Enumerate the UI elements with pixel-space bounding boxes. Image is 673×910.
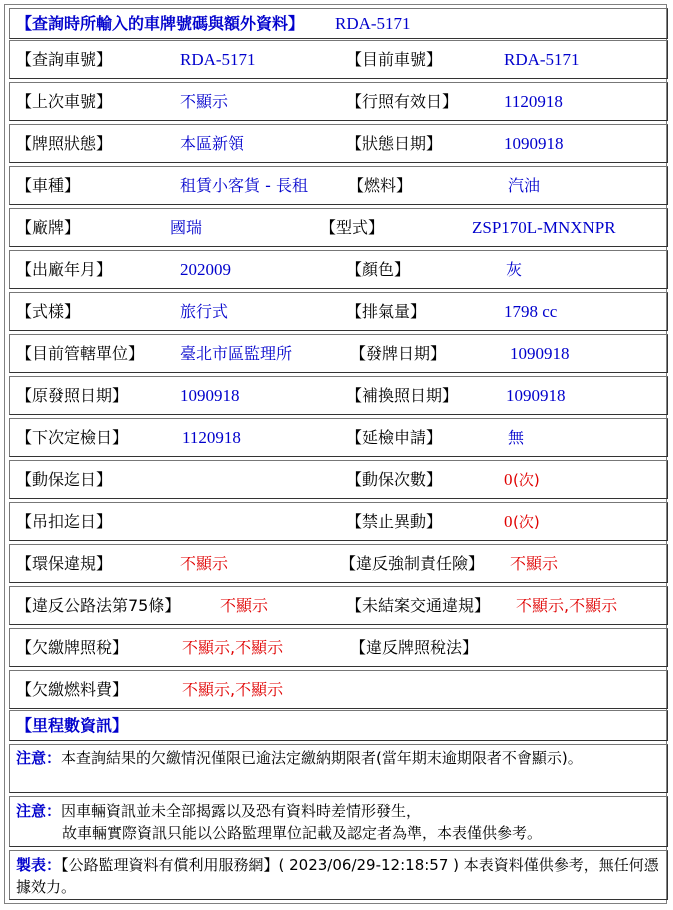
field-label: 【動保迄日】 — [16, 470, 113, 489]
header-plate: RDA-5171 — [335, 14, 411, 33]
field-label: 【未結案交通違規】 — [346, 596, 491, 615]
field-label: 【違反公路法第75條】 — [16, 596, 181, 615]
field-label: 【環保違規】 — [16, 554, 113, 573]
field-label: 【動保次數】 — [346, 470, 443, 489]
field-label: 【下次定檢日】 — [16, 428, 129, 447]
record-row — [9, 544, 668, 583]
field-value: 1090918 — [180, 386, 240, 405]
report-frame — [4, 4, 667, 904]
field-value: 1798 cc — [504, 302, 558, 321]
mileage-title: 【里程數資訊】 — [16, 716, 129, 735]
note-1-label: 注意： — [16, 749, 62, 767]
record-row — [9, 586, 668, 625]
field-value: 不顯示 — [180, 92, 229, 111]
field-value: RDA-5171 — [504, 50, 580, 69]
field-value: 不顯示,不顯示 — [182, 680, 284, 699]
header-title: 【查詢時所輸入的車牌號碼與額外資料】 — [16, 14, 305, 33]
field-label: 【補換照日期】 — [346, 386, 459, 405]
field-label: 【式樣】 — [16, 302, 81, 321]
field-unit: (次) — [513, 471, 540, 489]
field-label: 【目前車號】 — [346, 50, 443, 69]
note-3-body: 【公路監理資料有償利用服務網】( 2023/06/29-12:18:57 ) 本表資料僅供參考，無任何憑據效力。 — [16, 856, 659, 896]
field-value: 1120918 — [182, 428, 241, 447]
field-label: 【延檢申請】 — [346, 428, 443, 447]
field-value: 不顯示,不顯示 — [182, 638, 284, 657]
field-label: 【型式】 — [320, 218, 385, 237]
field-label: 【吊扣迄日】 — [16, 512, 113, 531]
field-label: 【出廠年月】 — [16, 260, 113, 279]
field-value: 汽油 — [508, 176, 541, 195]
record-row — [9, 418, 668, 457]
record-row — [9, 208, 668, 247]
record-row — [9, 376, 668, 415]
field-value: 國瑞 — [170, 218, 203, 237]
mileage-row — [9, 710, 668, 741]
note-2-label: 注意： — [16, 802, 62, 820]
field-label: 【上次車號】 — [16, 92, 113, 111]
record-row — [9, 292, 668, 331]
field-value: 不顯示 — [180, 554, 229, 573]
field-value: 臺北市區監理所 — [180, 344, 293, 363]
note-3 — [9, 850, 668, 900]
field-value: 不顯示 — [220, 596, 269, 615]
note-3-text — [16, 854, 661, 898]
record-row — [9, 334, 668, 373]
field-label: 【目前管轄單位】 — [16, 344, 145, 363]
record-row — [9, 670, 668, 709]
field-label: 【禁止異動】 — [346, 512, 443, 531]
field-value: ZSP170L-MNXNPR — [472, 218, 616, 237]
note-2-text — [16, 800, 661, 844]
record-row — [9, 460, 668, 499]
record-row — [9, 40, 668, 79]
field-value: 1120918 — [504, 92, 563, 111]
note-1-text — [16, 747, 661, 769]
note-2-line2: 故車輛實際資訊只能以公路監理單位記載及認定者為準，本表僅供參考。 — [62, 824, 543, 842]
field-label: 【顏色】 — [346, 260, 411, 279]
record-row — [9, 628, 668, 667]
field-label: 【違反強制責任險】 — [340, 554, 485, 573]
note-2 — [9, 796, 668, 847]
field-label: 【行照有效日】 — [346, 92, 459, 111]
field-value: 本區新領 — [180, 134, 245, 153]
field-value: 1090918 — [510, 344, 570, 363]
field-label: 【違反牌照稅法】 — [350, 638, 479, 657]
field-label: 【廠牌】 — [16, 218, 81, 237]
note-3-label: 製表： — [16, 856, 62, 874]
field-label: 【車種】 — [16, 176, 81, 195]
field-unit: (次) — [513, 513, 540, 531]
field-value: 1090918 — [504, 134, 564, 153]
field-label: 【牌照狀態】 — [16, 134, 113, 153]
field-value: 0 — [504, 470, 513, 489]
field-value: 不顯示 — [510, 554, 559, 573]
header-row — [9, 8, 668, 39]
field-value: 1090918 — [506, 386, 566, 405]
note-2-line1: 因車輛資訊並未全部揭露以及恐有資料時差情形發生， — [61, 802, 422, 820]
note-1-body: 本查詢結果的欠繳情況僅限已逾法定繳納期限者(當年期末逾期限者不會顯示)。 — [61, 749, 583, 767]
record-row — [9, 124, 668, 163]
note-1 — [9, 744, 668, 793]
field-label: 【發牌日期】 — [350, 344, 447, 363]
field-value: 灰 — [506, 260, 523, 279]
field-label: 【欠繳燃料費】 — [16, 680, 129, 699]
record-row — [9, 250, 668, 289]
field-value: 202009 — [180, 260, 231, 279]
field-label: 【原發照日期】 — [16, 386, 129, 405]
field-value: 無 — [508, 428, 525, 447]
field-value: 不顯示,不顯示 — [516, 596, 618, 615]
record-row — [9, 166, 668, 205]
record-row — [9, 82, 668, 121]
field-value: 租賃小客貨 - 長租 — [180, 176, 308, 195]
field-value: 旅行式 — [180, 302, 229, 321]
field-value: 0 — [504, 512, 513, 531]
field-label: 【欠繳牌照稅】 — [16, 638, 129, 657]
field-label: 【燃料】 — [348, 176, 413, 195]
record-row — [9, 502, 668, 541]
field-value: RDA-5171 — [180, 50, 256, 69]
field-label: 【排氣量】 — [346, 302, 427, 321]
field-label: 【查詢車號】 — [16, 50, 113, 69]
field-label: 【狀態日期】 — [346, 134, 443, 153]
